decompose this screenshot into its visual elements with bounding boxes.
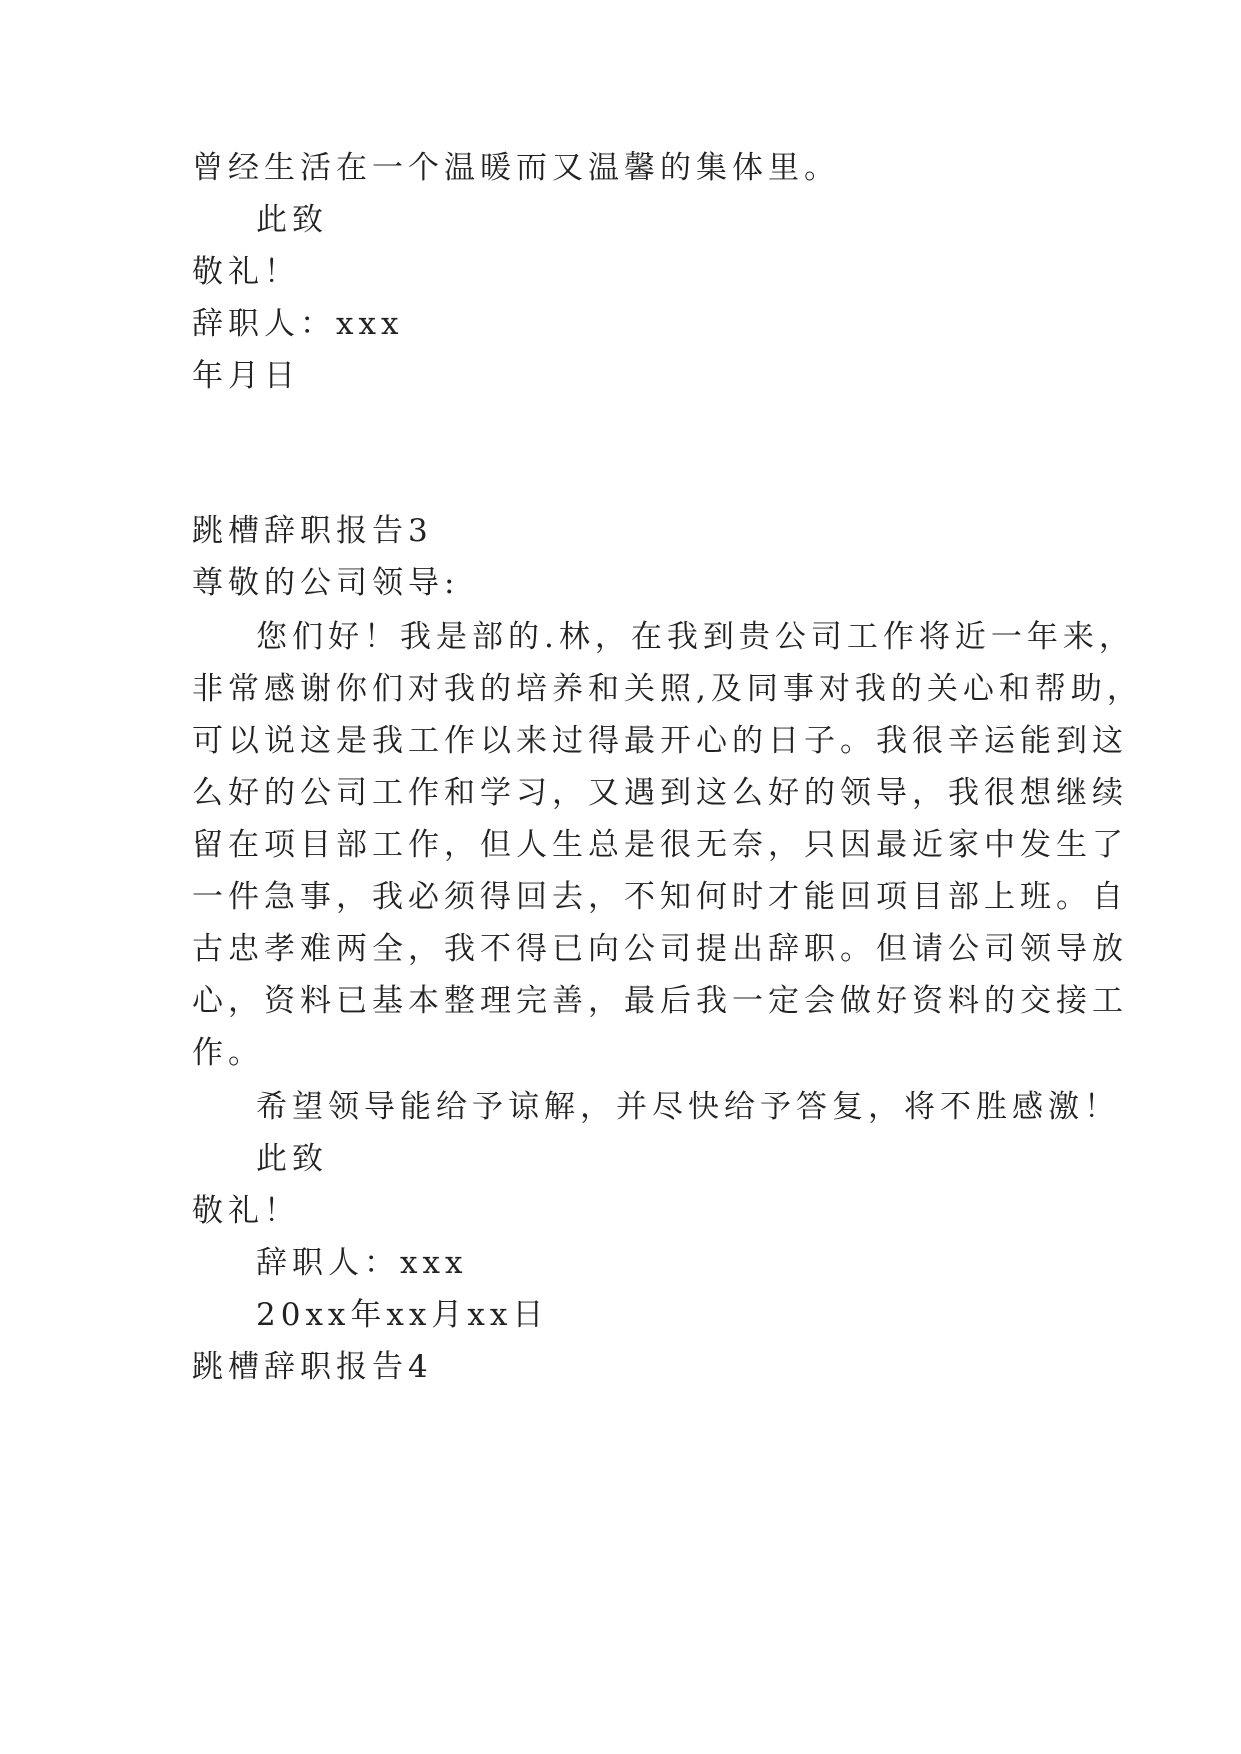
date-text: 20xx年xx月xx日 xyxy=(256,1297,549,1333)
body-line: 一件急事，我必须得回去，不知何时才能回项目部上班。自 xyxy=(192,879,1128,915)
body-line: 非常感谢你们对我的培养和关照,及同事对我的关心和帮助， xyxy=(192,671,1143,707)
body-line: 么好的公司工作和学习，又遇到这么好的领导，我很想继续 xyxy=(192,775,1128,811)
jingli-text: 敬礼！ xyxy=(192,1193,300,1229)
body-line: 您们好！我是部的.林，在我到贵公司工作将近一年来， xyxy=(256,619,1135,655)
body-line: 古忠孝难两全，我不得已向公司提出辞职。但请公司领导放 xyxy=(192,931,1128,967)
next-section-title: 跳槽辞职报告4 xyxy=(192,1349,433,1385)
section-title: 跳槽辞职报告3 xyxy=(192,513,433,549)
jingli-text: 敬礼！ xyxy=(192,254,300,290)
body-line: 留在项目部工作，但人生总是很无奈，只因最近家中发生了 xyxy=(192,827,1128,863)
date-text: 年月日 xyxy=(192,358,300,394)
signer-text: 辞职人：xxx xyxy=(256,1245,468,1281)
closing-line: 曾经生活在一个温暖而又温馨的集体里。 xyxy=(192,150,840,186)
cizhi-text: 此致 xyxy=(256,202,328,238)
signer-text: 辞职人：xxx xyxy=(192,306,404,342)
hope-line: 希望领导能给予谅解，并尽快给予答复，将不胜感激！ xyxy=(256,1089,1120,1125)
body-line: 心，资料已基本整理完善，最后我一定会做好资料的交接工 xyxy=(192,983,1128,1019)
cizhi-text: 此致 xyxy=(256,1141,328,1177)
body-line: 可以说这是我工作以来过得最开心的日子。我很辛运能到这 xyxy=(192,723,1128,759)
body-line: 作。 xyxy=(192,1035,264,1071)
salutation-text: 尊敬的公司领导: xyxy=(192,565,460,601)
